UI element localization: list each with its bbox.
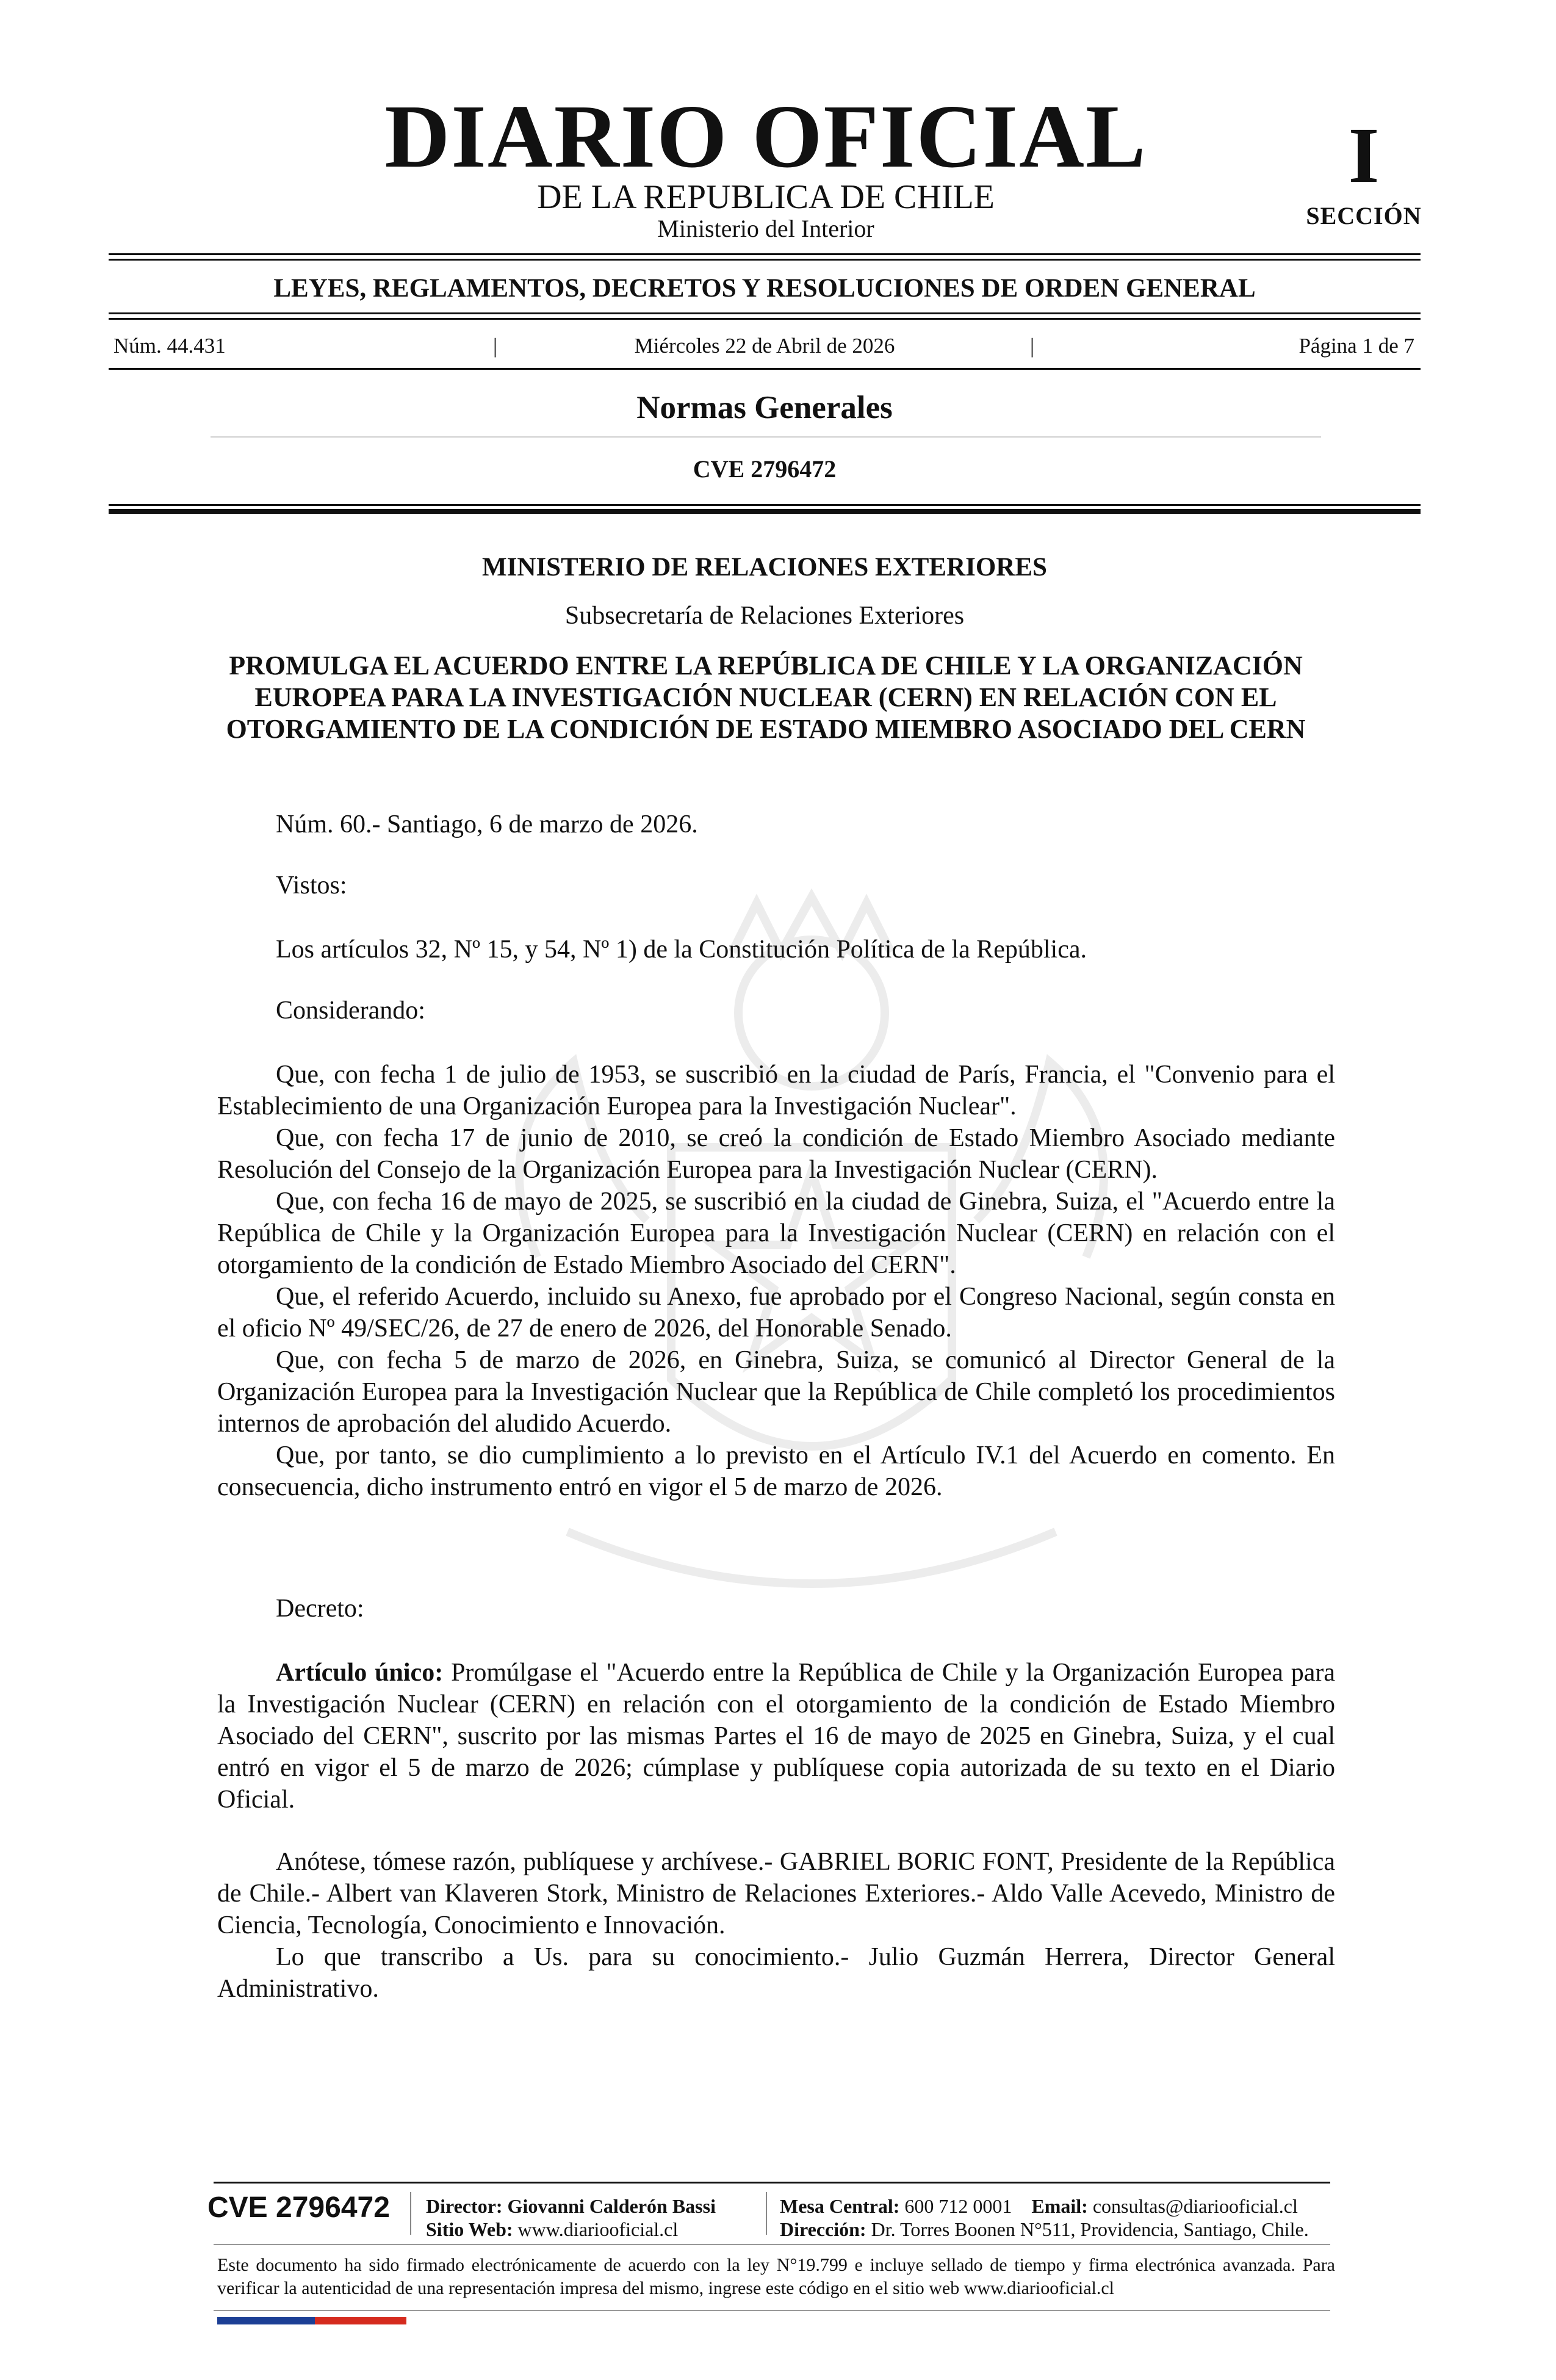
address-text: Dr. Torres Boonen N°511, Providencia, Santiago, Chile. [871, 2218, 1309, 2240]
vistos-label: Vistos: [276, 871, 347, 900]
considerando-paragraph: Que, el referido Acuerdo, incluido su Anexo, fue aprobado por el Congreso Nacional, según consta en el oficio Nº 49/SEC/26, de 27 de enero de 2026, del Honorable Senado. [217, 1283, 1335, 1343]
ministry-heading: MINISTERIO DE RELACIONES EXTERIORES [482, 553, 1047, 582]
section-number: I [1348, 112, 1380, 200]
edition-info-row [109, 334, 1421, 364]
page-number: Página 1 de 7 [1298, 334, 1414, 358]
section-rule [109, 509, 1421, 514]
decree-number-place: Núm. 60.- Santiago, 6 de marzo de 2026. [276, 810, 698, 838]
info-separator: | [1030, 334, 1035, 358]
header-rule [109, 259, 1421, 261]
director-name: Giovanni Calderón Bassi [507, 2195, 716, 2217]
flag-stripe-red [315, 2317, 406, 2324]
newspaper-title: DIARIO OFICIAL [384, 87, 1147, 187]
newspaper-ministry: Ministerio del Interior [657, 215, 874, 242]
footer-rule [214, 2310, 1330, 2311]
mesa-label: Mesa Central: [780, 2195, 900, 2217]
footer-separator [410, 2192, 411, 2235]
considerando-label: Considerando: [276, 997, 425, 1025]
site-url[interactable]: www.diariooficial.cl [517, 2218, 679, 2240]
considerando-paragraph: Que, con fecha 17 de junio de 2010, se creó la condición de Estado Miembro Asociado mediante Resolución del Consejo de la Organización Europea para la Investigación Nuclear (CERN). [217, 1124, 1335, 1184]
address-label: Dirección: [780, 2218, 866, 2240]
articulo-text: Promúlgase el "Acuerdo entre la República de Chile y la Organización Europea para la Investigación Nuclear (CERN) en relación con el otorgamiento de la condición de Estado Miembro Asociado del CERN", suscrito por las mismas Partes el 16 de mayo de 2025 en Ginebra, Suiza, y el cual entró en vigor el 5 de marzo de 2026; cúmplase y publíquese copia autorizada de su texto en el Diario Oficial. [217, 1659, 1336, 1814]
edition-number: Núm. 44.431 [113, 334, 226, 358]
edition-date: Miércoles 22 de Abril de 2026 [634, 334, 895, 358]
flag-stripe-blue [217, 2317, 315, 2324]
info-separator: | [493, 334, 498, 358]
articulo-label: Artículo único: [276, 1659, 444, 1687]
closing-block [217, 1846, 1335, 2005]
info-rule [109, 368, 1421, 370]
header-rule [109, 253, 1421, 255]
footer-contact [780, 2194, 1298, 2218]
decree-title: PROMULGA EL ACUERDO ENTRE LA REPÚBLICA DE CHILE Y LA ORGANIZACIÓN EUROPEA PARA LA INVESTIGACIÓN NUCLEAR (CERN) EN RELACIÓN CON EL OTORGAMIENTO DE LA CONDICIÓN DE ESTADO MIEMBRO ASOCIADO DEL CERN [226, 651, 1306, 744]
header-rule [109, 318, 1421, 320]
considerandos-list [217, 1059, 1335, 1503]
section-label: SECCIÓN [1306, 202, 1422, 229]
footer-rule [214, 2244, 1330, 2245]
transcribe-paragraph: Lo que transcribo a Us. para su conocimiento.- Julio Guzmán Herrera, Director General Administrativo. [217, 1943, 1335, 2003]
footer-cve-code: CVE 2796472 [207, 2191, 390, 2224]
considerando-paragraph: Que, por tanto, se dio cumplimiento a lo previsto en el Artículo IV.1 del Acuerdo en comento. En consecuencia, dicho instrumento entró en vigor el 5 de marzo de 2026. [217, 1441, 1335, 1501]
mesa-phone: 600 712 0001 [904, 2195, 1012, 2217]
articulo-unico [217, 1657, 1335, 1816]
considerando-paragraph: Que, con fecha 16 de mayo de 2025, se suscribió en la ciudad de Ginebra, Suiza, el "Acuerdo entre la República de Chile y la Organización Europea para la Investigación Nuclear (CERN) en relación con el otorgamiento de la condición de Estado Miembro Asociado del CERN". [217, 1188, 1335, 1279]
footer-director [426, 2194, 716, 2218]
header-rule [109, 312, 1421, 314]
vistos-text: Los artículos 32, Nº 15, y 54, Nº 1) de la Constitución Política de la República. [276, 936, 1087, 964]
footer-rule [214, 2182, 1330, 2183]
decreto-label: Decreto: [276, 1595, 364, 1623]
section-rule [109, 504, 1421, 506]
footer-site [426, 2218, 678, 2241]
footer-legal-notice: Este documento ha sido firmado electrónicamente de acuerdo con la ley N°19.799 e incluye sellado de tiempo y firma electrónica avanzada. Para verificar la autenticidad de una representación impresa del mismo, ingrese este código en el sitio web www.diariooficial.cl [217, 2255, 1335, 2298]
email-address[interactable]: consultas@diariooficial.cl [1092, 2195, 1298, 2217]
subsecretaria-heading: Subsecretaría de Relaciones Exteriores [564, 602, 965, 630]
cve-code: CVE 2796472 [693, 455, 837, 483]
site-label: Sitio Web: [426, 2218, 513, 2240]
footer-address [780, 2218, 1309, 2241]
considerando-paragraph: Que, con fecha 5 de marzo de 2026, en Ginebra, Suiza, se comunicó al Director General de la Organización Europea para la Investigación Nuclear que la República de Chile completó los procedimientos internos de aprobación del aludido Acuerdo. [217, 1346, 1335, 1438]
newspaper-subtitle: DE LA REPUBLICA DE CHILE [537, 178, 995, 216]
section-heading: Normas Generales [636, 390, 893, 425]
email-label: Email: [1031, 2195, 1088, 2217]
director-label: Director: [426, 2195, 503, 2217]
considerando-paragraph: Que, con fecha 1 de julio de 1953, se suscribió en la ciudad de París, Francia, el "Convenio para el Establecimiento de una Organización Europea para la Investigación Nuclear". [217, 1061, 1335, 1120]
category-heading: LEYES, REGLAMENTOS, DECRETOS Y RESOLUCIONES DE ORDEN GENERAL [273, 274, 1256, 303]
footer-separator [766, 2192, 767, 2235]
section-divider [211, 436, 1321, 438]
closing-paragraph: Anótese, tómese razón, publíquese y archívese.- GABRIEL BORIC FONT, Presidente de la República de Chile.- Albert van Klaveren Stork, Ministro de Relaciones Exteriores.- Aldo Valle Acevedo, Ministro de Ciencia, Tecnología, Conocimiento e Innovación. [217, 1848, 1335, 1939]
